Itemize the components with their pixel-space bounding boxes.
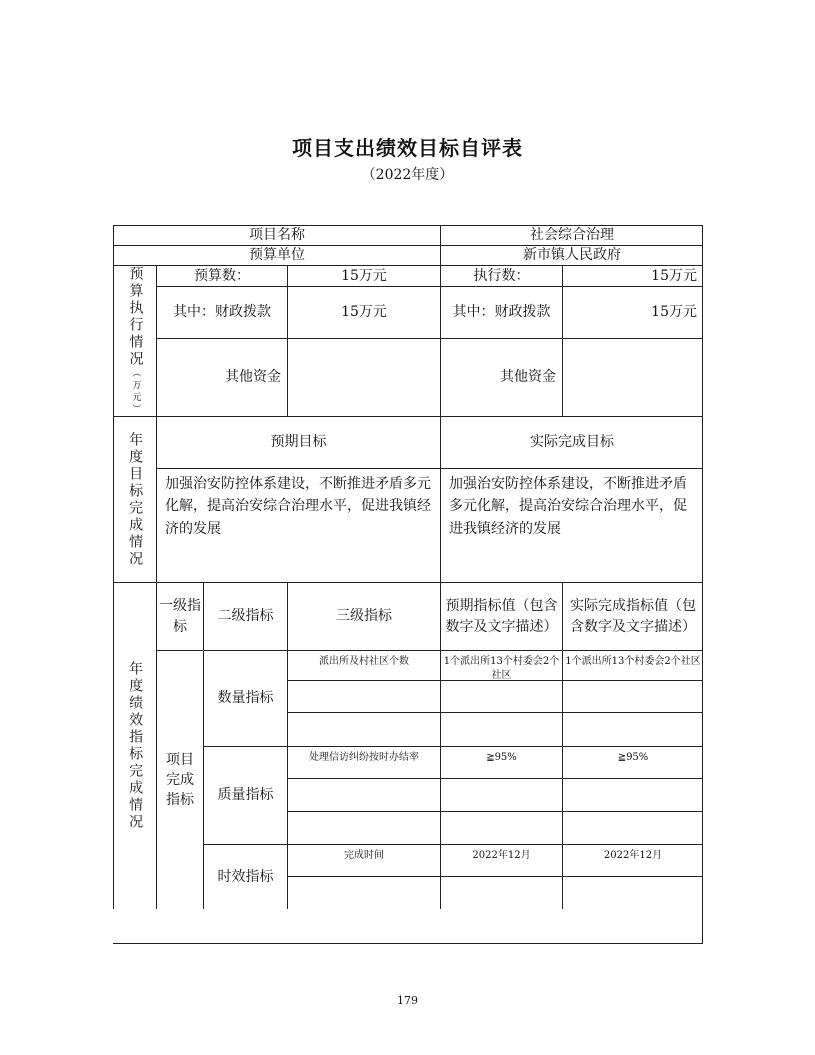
indicator-label: 年度绩效指标完成情况 <box>127 661 144 831</box>
other-funds-budget-value <box>287 338 440 416</box>
table-cell <box>440 778 562 811</box>
quantity-actual: 1个派出所13个村委会2个社区 <box>562 650 703 680</box>
budget-count-value: 15万元 <box>287 265 440 286</box>
table-cell <box>287 778 440 811</box>
indicator-section-label <box>113 582 156 909</box>
fiscal-allocation-exec-value: 15万元 <box>562 286 703 338</box>
table-cell <box>562 680 703 712</box>
project-name-label: 项目名称 <box>113 225 440 245</box>
level2-header: 二级指标 <box>203 582 287 650</box>
table-cell <box>287 680 440 712</box>
annual-goal-section-label <box>113 416 156 582</box>
budget-unit-note: （万元） <box>130 368 141 416</box>
other-funds-exec-label: 其他资金 <box>440 338 562 416</box>
quantity-expected: 1个派出所13个村委会2个社区 <box>440 650 562 680</box>
level3-header: 三级指标 <box>287 582 440 650</box>
performance-table <box>113 225 703 944</box>
expected-value-header: 预期指标值（包含数字及文字描述） <box>440 582 562 650</box>
quantity-indicator-label: 数量指标 <box>203 650 287 746</box>
table-cell <box>440 712 562 746</box>
page-title: 项目支出绩效目标自评表 <box>292 136 523 160</box>
table-cell <box>562 876 703 909</box>
quality-indicator-label: 质量指标 <box>203 746 287 844</box>
level1-header: 一级指标 <box>156 582 203 650</box>
quality-actual: ≧95% <box>562 746 703 778</box>
table-cell <box>440 876 562 909</box>
actual-goal-text: 加强治安防控体系建设，不断推进矛盾多元化解，提高治安综合治理水平，促进我镇经济的发展 <box>440 468 703 582</box>
other-funds-label: 其他资金 <box>156 338 287 416</box>
timeliness-indicator-label: 时效指标 <box>203 844 287 909</box>
level1-value: 项目完成指标 <box>156 650 203 909</box>
fiscal-allocation-budget-value: 15万元 <box>287 286 440 338</box>
project-name-value: 社会综合治理 <box>440 225 703 245</box>
page-subtitle: （2022年度） <box>361 167 454 183</box>
expected-goal-header: 预期目标 <box>156 416 440 468</box>
other-funds-exec-value <box>562 338 703 416</box>
quality-level3: 处理信访纠纷按时办结率 <box>287 746 440 778</box>
actual-value-header: 实际完成指标值（包含数字及文字描述） <box>562 582 703 650</box>
table-cell <box>562 811 703 844</box>
table-cell <box>562 778 703 811</box>
timeliness-actual: 2022年12月 <box>562 844 703 876</box>
expected-goal-text: 加强治安防控体系建设，不断推进矛盾多元化解，提高治安综合治理水平，促进我镇经济的发展 <box>156 468 440 582</box>
budget-execution-section-label <box>113 265 156 416</box>
actual-goal-header: 实际完成目标 <box>440 416 703 468</box>
table-cell <box>440 680 562 712</box>
quality-expected: ≧95% <box>440 746 562 778</box>
page-number: 179 <box>397 994 418 1007</box>
timeliness-level3: 完成时间 <box>287 844 440 876</box>
table-cell <box>562 712 703 746</box>
quantity-level3: 派出所及村社区个数 <box>287 650 440 680</box>
table-cell <box>440 811 562 844</box>
table-cell <box>287 876 440 909</box>
budget-execution-label: 预算执行情况 <box>127 266 144 368</box>
budget-count-label: 预算数： <box>156 265 287 286</box>
fiscal-allocation-exec-label: 其中：财政拨款 <box>440 286 562 338</box>
budget-unit-value: 新市镇人民政府 <box>440 245 703 265</box>
table-cell <box>287 811 440 844</box>
exec-count-value: 15万元 <box>562 265 703 286</box>
exec-count-label: 执行数： <box>440 265 562 286</box>
timeliness-expected: 2022年12月 <box>440 844 562 876</box>
fiscal-allocation-label: 其中：财政拨款 <box>156 286 287 338</box>
table-cell <box>287 712 440 746</box>
annual-goal-label: 年度目标完成情况 <box>127 431 144 568</box>
budget-unit-label: 预算单位 <box>113 245 440 265</box>
